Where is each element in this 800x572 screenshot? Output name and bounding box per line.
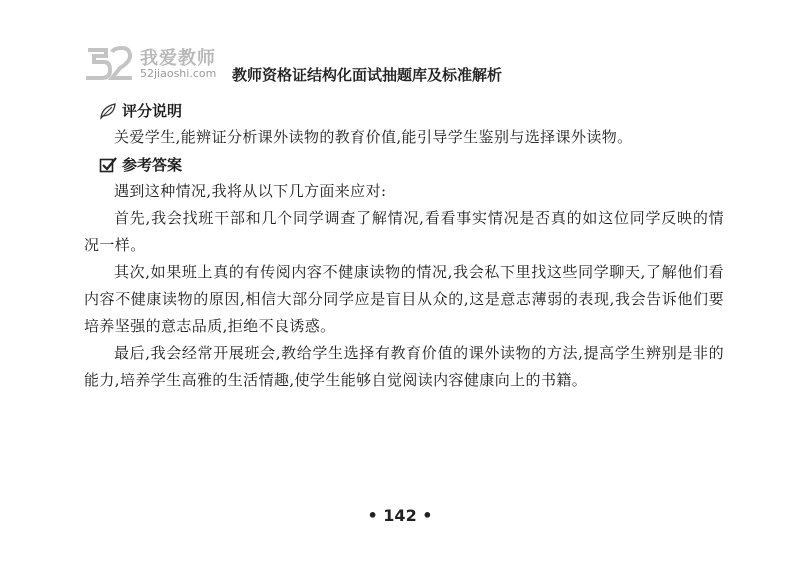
leaf-icon — [99, 102, 117, 120]
logo-52-mark-icon — [82, 44, 136, 84]
scoring-section-heading — [84, 98, 724, 124]
page-number: • 142 • — [367, 506, 433, 525]
logo — [82, 40, 232, 88]
answer-section-title: 参考答案 — [122, 156, 183, 174]
page-header — [82, 40, 642, 90]
brand-name: 我爱教师 — [140, 48, 216, 69]
answer-paragraph: 遇到这种情况,我将从以下几方面来应对: — [114, 182, 387, 200]
answer-paragraph: 其次,如果班上真的有传阅内容不健康读物的情况,我会私下里找这些同学聊天,了解他们看内容不健康读物的原因,相信大部分同学应是盲目从众的,这是意志薄弱的表现,我会告诉他们要培养坚强的意志品质,拒绝不良诱惑。 — [84, 263, 724, 335]
scoring-section-title: 评分说明 — [122, 102, 183, 120]
checkbox-check-icon — [99, 156, 117, 174]
answer-paragraph: 最后,我会经常开展班会,教给学生选择有教育价值的课外读物的方法,提高学生辨别是非的能力,培养学生高雅的生活情趣,使学生能够自觉阅读内容健康向上的书籍。 — [84, 344, 724, 389]
scoring-text: 关爱学生,能辨证分析课外读物的教育价值,能引导学生鉴别与选择课外读物。 — [114, 128, 633, 146]
answer-paragraph: 首先,我会找班干部和几个同学调查了解情况,看看事实情况是否真的如这位同学反映的情况一样。 — [84, 209, 724, 254]
book-title: 教师资格证结构化面试抽题库及标准解析 — [232, 66, 503, 84]
page-content — [84, 98, 724, 394]
brand-domain: 52jiaoshi.com — [140, 67, 217, 80]
answer-section-heading — [84, 152, 724, 178]
